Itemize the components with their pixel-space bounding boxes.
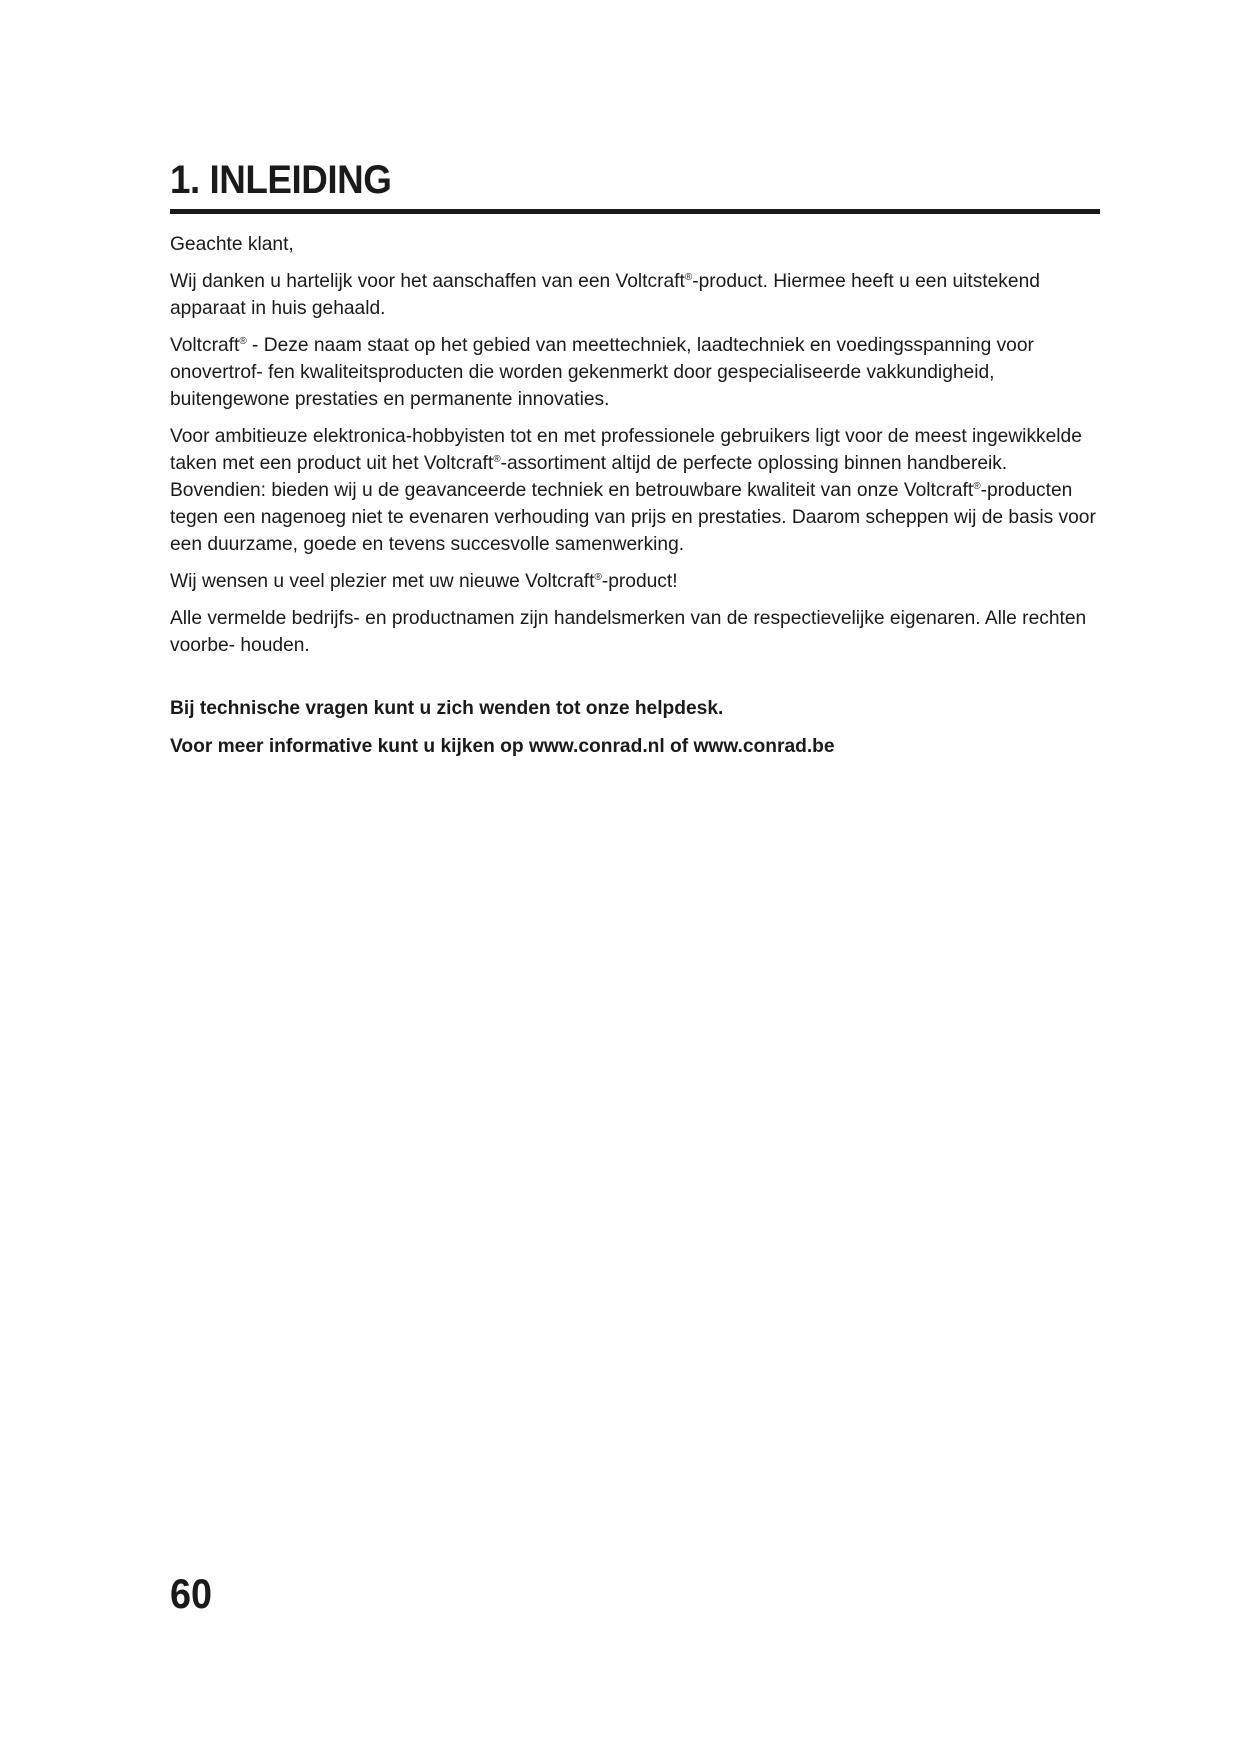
thanks-text-start: Wij danken u hartelijk voor het aanschaffen van een Voltcraft bbox=[170, 271, 685, 292]
registered-mark: ® bbox=[973, 481, 981, 492]
registered-mark: ® bbox=[594, 572, 602, 583]
greeting-paragraph: Geachte klant, bbox=[170, 234, 294, 255]
website-note: Voor meer informative kunt u kijken op www.conrad.nl of www.conrad.be bbox=[170, 736, 835, 757]
wishes-paragraph bbox=[170, 568, 1105, 595]
audience-text-part3: -producten tegen een nagenoeg niet te evenaren verhouding van prijs en prestaties. Daarom scheppen wij de basis voor een duurzame, goede en tevens succesvolle samenwerking. bbox=[170, 480, 1096, 555]
thanks-text-end: -product. Hiermee heeft u een uitstekend apparaat in huis gehaald. bbox=[170, 271, 1040, 319]
registered-mark: ® bbox=[493, 454, 501, 465]
thanks-paragraph bbox=[170, 268, 1105, 322]
trademark-paragraph: Alle vermelde bedrijfs- en productnamen zijn handelsmerken van de respectievelijke eigenaren. Alle rechten voorbe- houden. bbox=[170, 608, 1087, 656]
intro-content bbox=[170, 231, 1105, 771]
audience-paragraph bbox=[170, 423, 1105, 558]
registered-mark: ® bbox=[684, 272, 693, 283]
wishes-text-start: Wij wensen u veel plezier met uw nieuwe Voltcraft bbox=[170, 571, 595, 592]
registered-mark: ® bbox=[239, 336, 247, 347]
audience-text-part1: Voor ambitieuze elektronica-hobbyisten tot en met professionele gebruikers ligt voor de meest ingewikkelde taken met een product uit het Voltcraft bbox=[170, 426, 1082, 474]
page-number: 60 bbox=[170, 1570, 213, 1617]
brand-text-end: - Deze naam staat op het gebied van meettechniek, laadtechniek en voedingsspanning voor onovertrof- fen kwaliteitsproducten die worden gekenmerkt door gespecialiseerde vakkundigheid, buitengewone prestaties en permanente innovaties. bbox=[170, 335, 1034, 410]
audience-text-part2: -assortiment altijd de perfecte oplossing binnen handbereik. Bovendien: bieden wij u de geavanceerde techniek en betrouwbare kwaliteit van onze Voltcraft bbox=[170, 453, 1008, 501]
brand-text-start: Voltcraft bbox=[170, 335, 240, 356]
heading-underline bbox=[170, 209, 1100, 214]
brand-paragraph bbox=[170, 332, 1105, 413]
helpdesk-note: Bij technische vragen kunt u zich wenden tot onze helpdesk. bbox=[170, 698, 724, 719]
support-block bbox=[170, 695, 1105, 760]
section-heading: 1. INLEIDING bbox=[170, 158, 392, 202]
wishes-text-end: -product! bbox=[601, 571, 678, 592]
